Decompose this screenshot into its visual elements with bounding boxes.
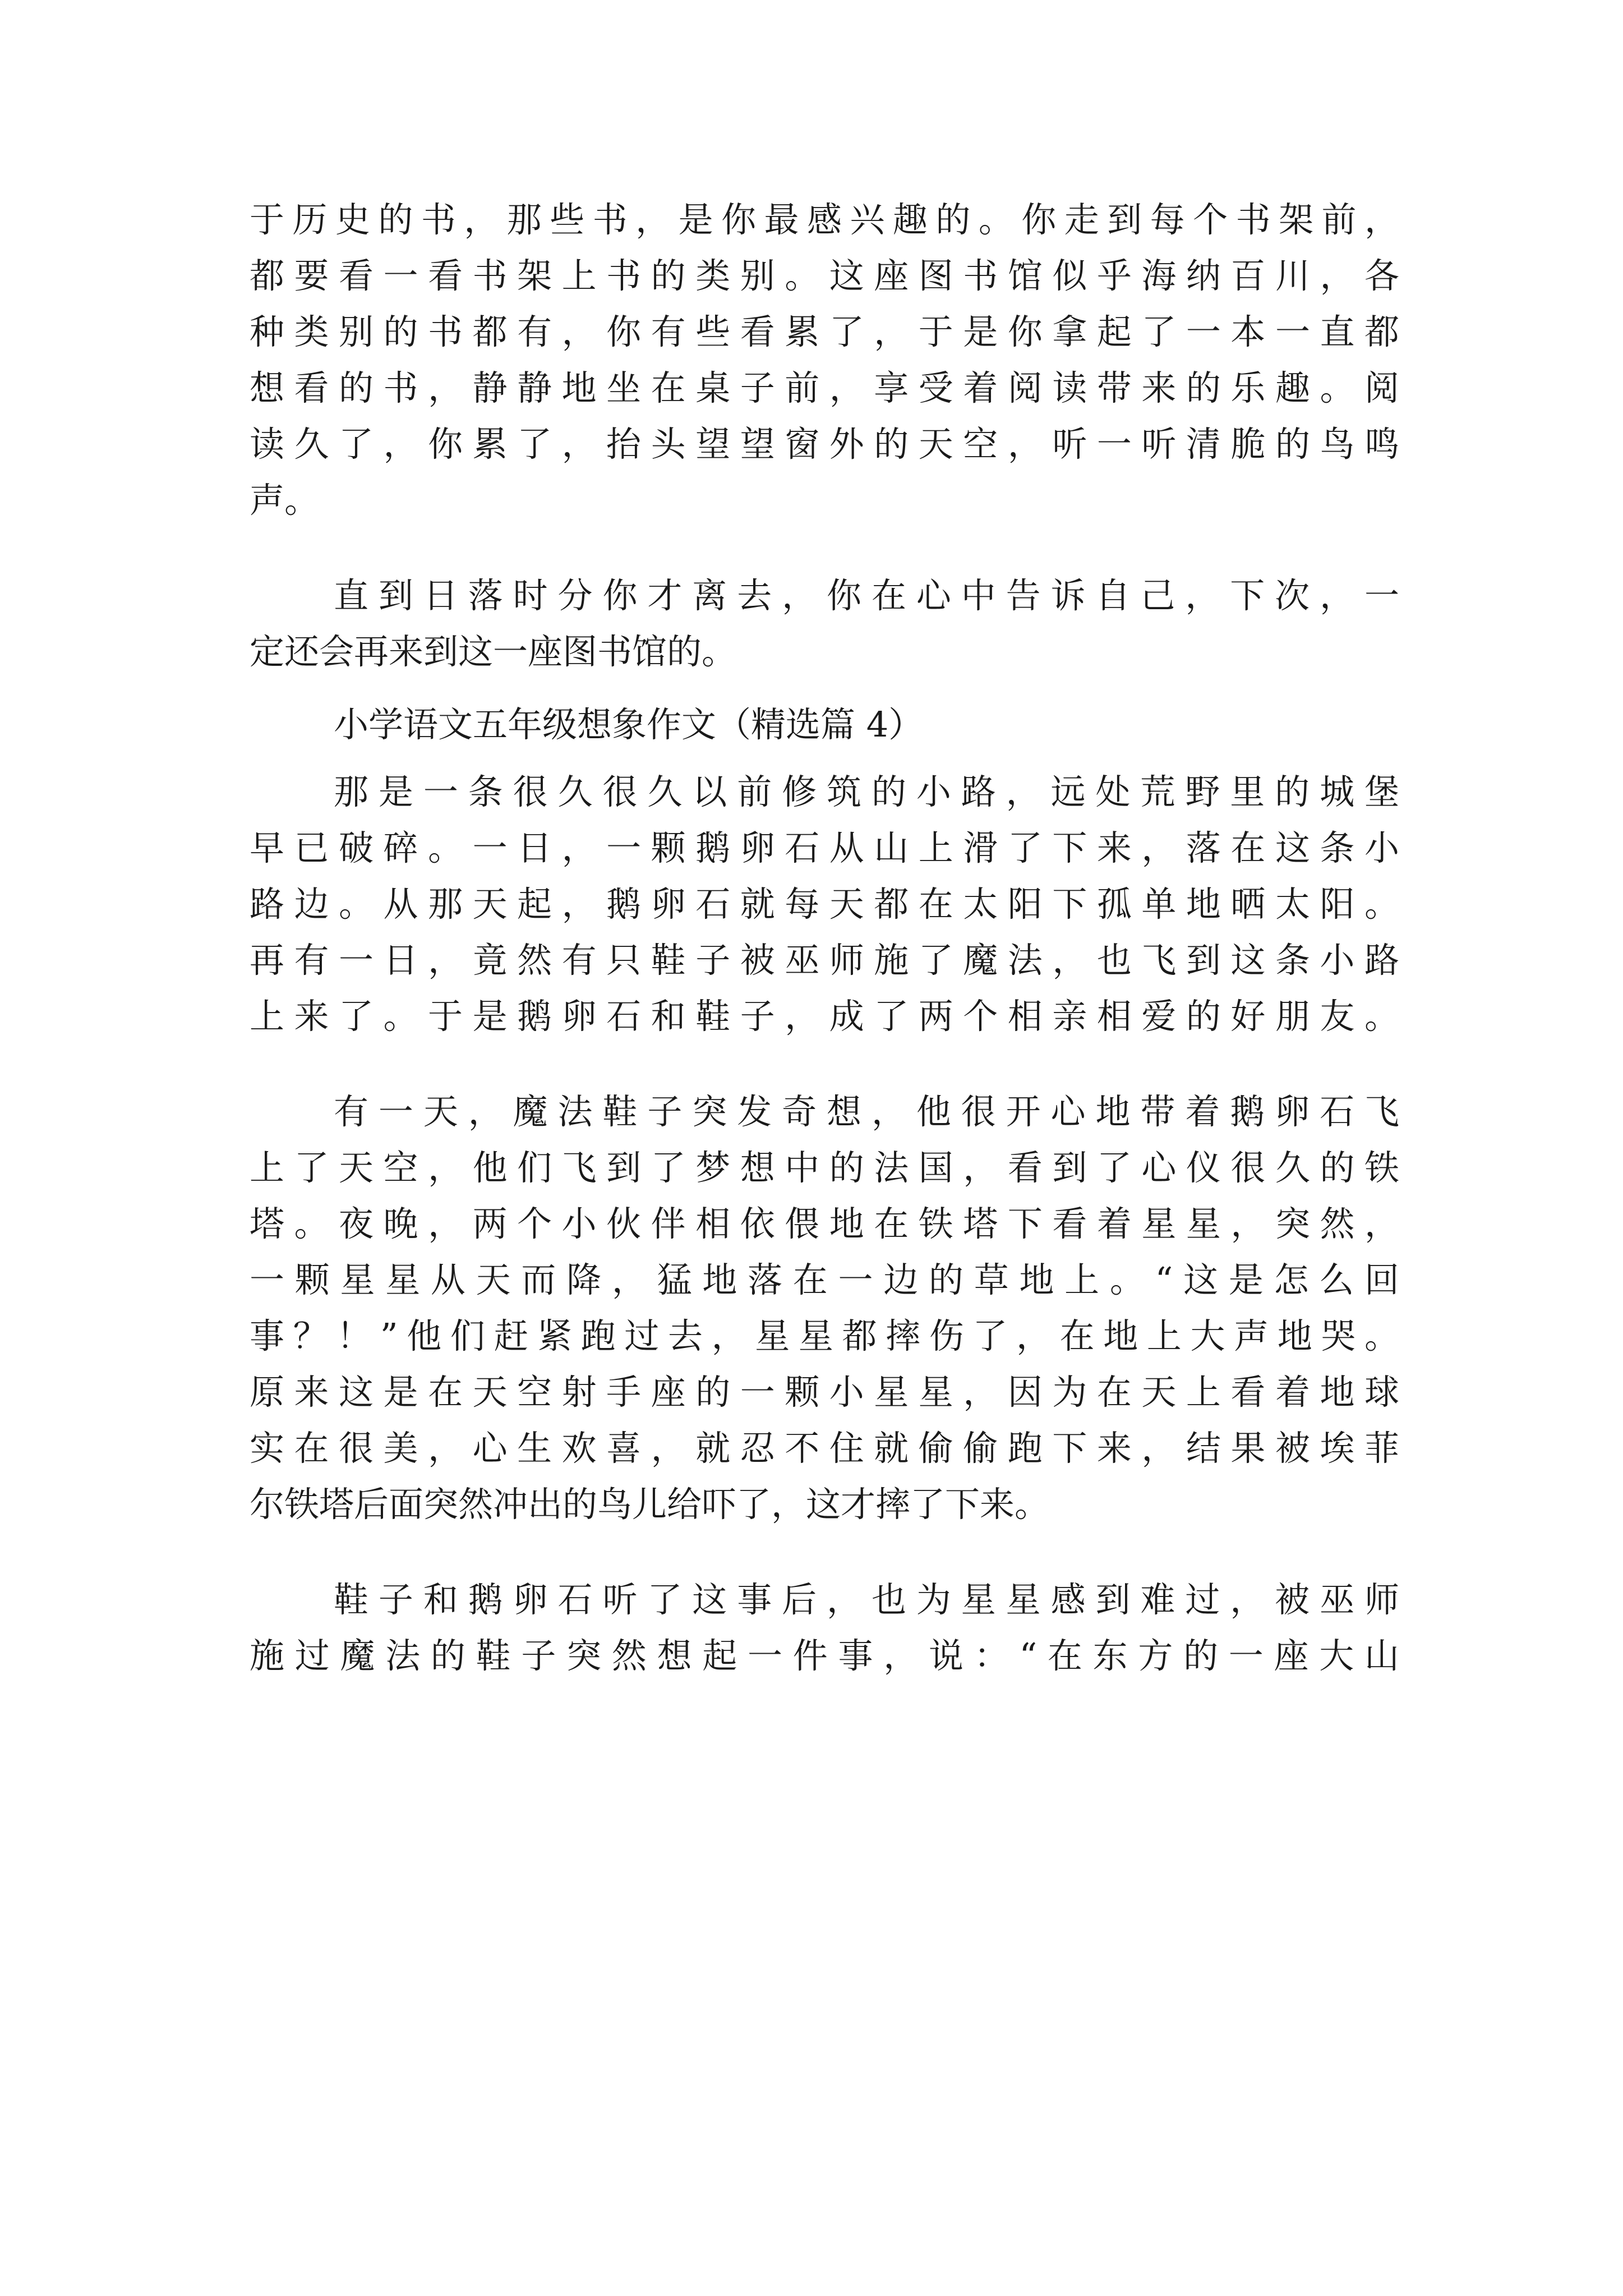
text-line-3: 种类别的书都有，你有些看累了，于是你拿起了一本一直都 — [250, 311, 1399, 352]
text-line-13: 再有一日，竟然有只鞋子被巫师施了魔法，也飞到这条小路 — [250, 940, 1399, 981]
text-line-7: 直到日落时分你才离去，你在心中告诉自己，下次，一 — [334, 575, 1399, 616]
text-line-24: 施过魔法的鞋子突然想起一件事，说：“在东方的一座大山 — [250, 1635, 1399, 1676]
text-line-23: 鞋子和鹅卵石听了这事后，也为星星感到难过，被巫师 — [334, 1579, 1399, 1620]
text-line-5: 读久了，你累了，抬头望望窗外的天空，听一听清脆的鸟鸣 — [250, 424, 1399, 464]
text-line-21: 实在很美，心生欢喜，就忍不住就偷偷跑下来，结果被埃菲 — [250, 1428, 1399, 1469]
text-line-17: 塔。夜晚，两个小伙伴相依偎地在铁塔下看着星星，突然， — [250, 1203, 1399, 1244]
text-line-16: 上了天空，他们飞到了梦想中的法国，看到了心仪很久的铁 — [250, 1147, 1399, 1188]
text-line-20: 原来这是在天空射手座的一颗小星星，因为在天上看着地球 — [250, 1372, 1399, 1412]
text-line-15: 有一天，魔法鞋子突发奇想，他很开心地带着鹅卵石飞 — [334, 1091, 1399, 1132]
text-line-14: 上来了。于是鹅卵石和鞋子，成了两个相亲相爱的好朋友。 — [250, 996, 1399, 1037]
text-line-18: 一颗星星从天而降，猛地落在一边的草地上。“这是怎么回 — [250, 1259, 1399, 1300]
text-line-2: 都要看一看书架上书的类别。这座图书馆似乎海纳百川，各 — [250, 255, 1399, 296]
section-heading: 小学语文五年级想象作文（精选篇 4） — [334, 704, 924, 745]
text-line-11: 早已破碎。一日，一颗鹅卵石从山上滑了下来，落在这条小 — [250, 827, 1399, 868]
text-line-22: 尔铁塔后面突然冲出的鸟儿给吓了，这才摔了下来。 — [250, 1484, 1050, 1525]
text-line-8: 定还会再来到这一座图书馆的。 — [250, 631, 737, 672]
text-line-6: 声。 — [250, 480, 320, 521]
text-line-19: 事？！”他们赶紧跑过去，星星都摔伤了，在地上大声地哭。 — [250, 1315, 1399, 1356]
text-line-4: 想看的书，静静地坐在桌子前，享受着阅读带来的乐趣。阅 — [250, 367, 1399, 408]
text-line-12: 路边。从那天起，鹅卵石就每天都在太阳下孤单地晒太阳。 — [250, 884, 1399, 924]
text-line-10: 那是一条很久很久以前修筑的小路，远处荒野里的城堡 — [334, 771, 1399, 812]
text-line-1: 于历史的书，那些书，是你最感兴趣的。你走到每个书架前， — [250, 199, 1399, 240]
